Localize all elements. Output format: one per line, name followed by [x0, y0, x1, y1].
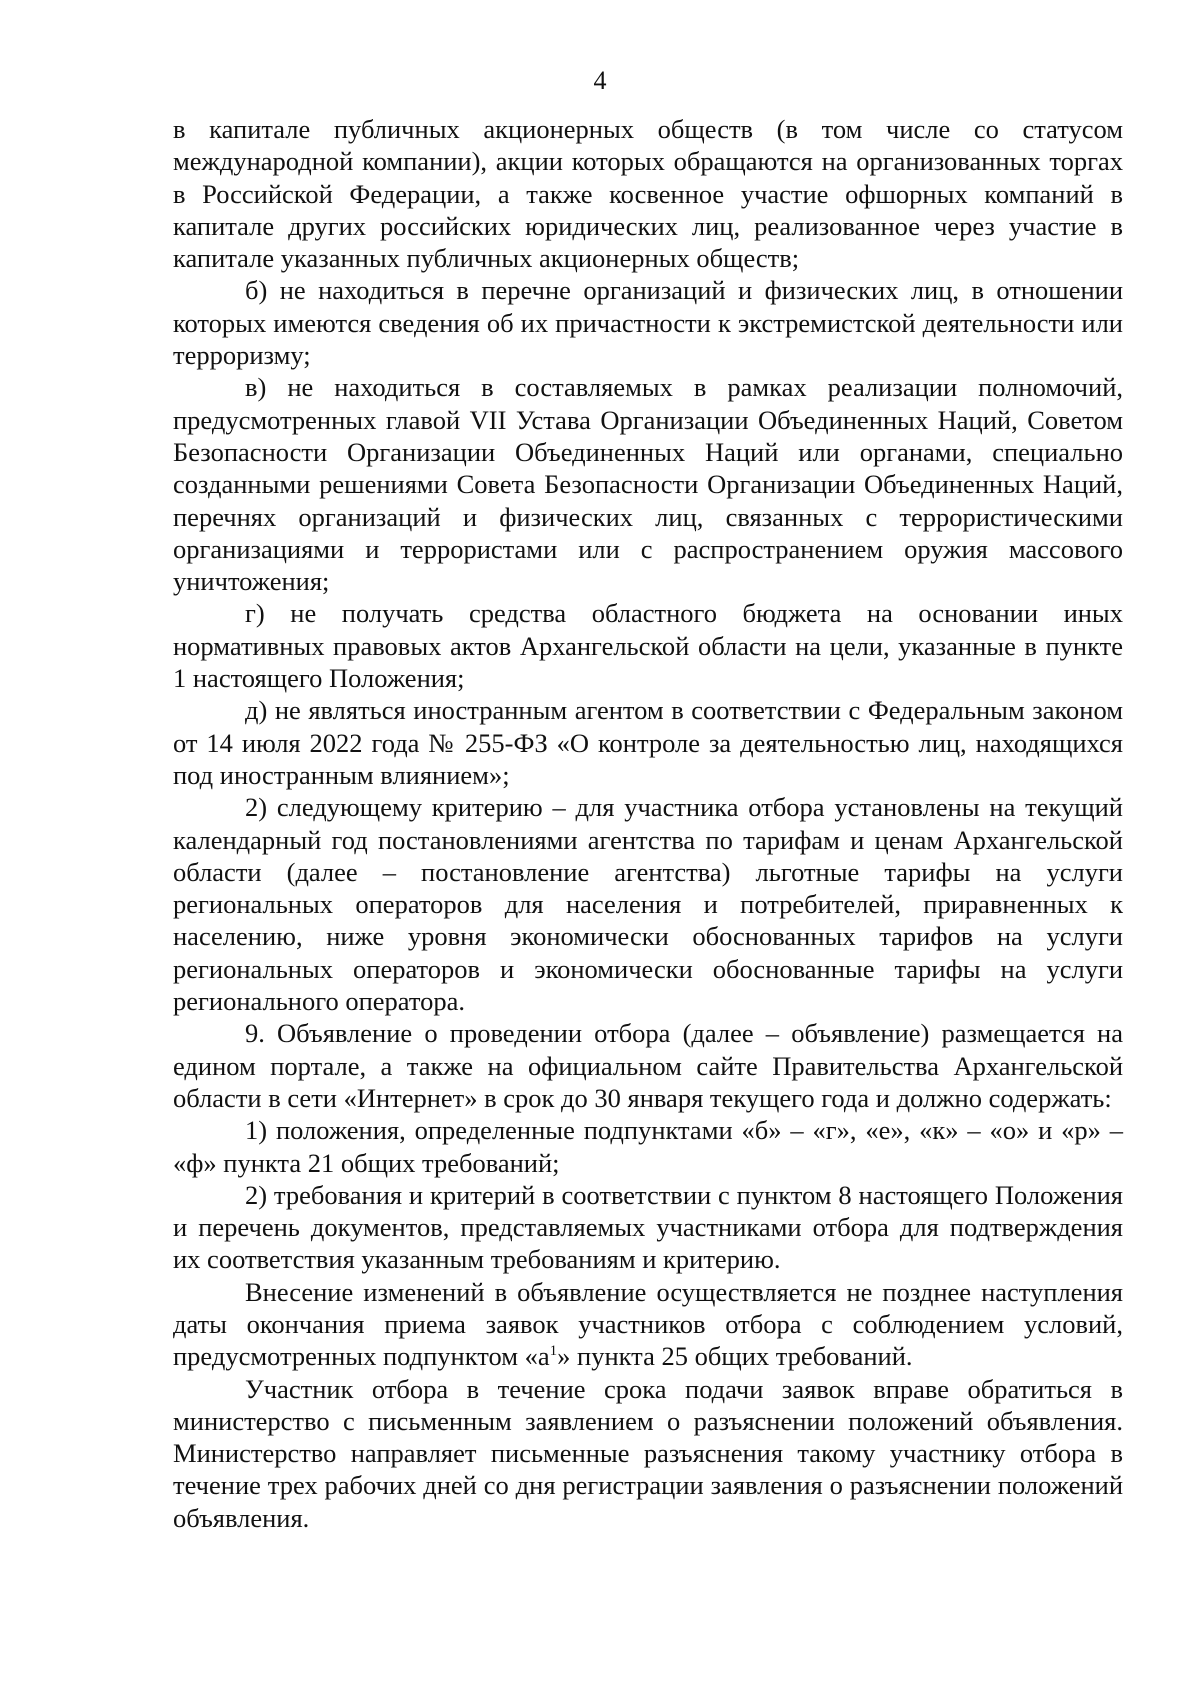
paragraph-item-d: д) не являться иностранным агентом в соответствии с Федеральным законом от 14 июля 2022 года № 255-ФЗ «О контроле за деятельностью лиц, находящихся под иностранным влиянием»;	[173, 695, 1123, 790]
superscript-marker: 1	[549, 1343, 558, 1360]
amendments-text-after: » пункта 25 общих требований.	[557, 1341, 913, 1372]
paragraph-clarification: Участник отбора в течение срока подачи заявок вправе обратиться в министерство с письменным заявлением о разъяснении положений объявления. Министерство направляет письменные разъяснения такому участнику отбора в течение трех рабочих дней со дня регистрации заявления о разъяснении положений объявления.	[173, 1373, 1123, 1533]
amendments-text-before: Внесение изменений в объявление осуществляется не позднее наступления даты окончания приема заявок участников отбора с соблюдением условий, предусмотренных подпунктом «а	[173, 1276, 1123, 1372]
paragraph-item-g: г) не получать средства областного бюджета на основании иных нормативных правовых актов Архангельской области на цели, указанные в пункте 1 настоящего Положения;	[173, 598, 1123, 694]
page-number: 4	[593, 66, 607, 95]
document-body	[173, 113, 1123, 1534]
paragraph-continuation: в капитале публичных акционерных обществ (в том числе со статусом международной компании), акции которых обращаются на организованных торгах в Российской Федерации, а также косвенное участие офшорных компаний в капитале других российских юридических лиц, реализованное через участие в капитале указанных публичных акционерных обществ;	[173, 114, 1123, 274]
paragraph-section-9: 9. Объявление о проведении отбора (далее – объявление) размещается на едином портале, а также на официальном сайте Правительства Архангельской области в сети «Интернет» в срок до 30 января текущего года и должно содержать:	[173, 1018, 1123, 1113]
paragraph-item-b: б) не находиться в перечне организаций и физических лиц, в отношении которых имеются сведения об их причастности к экстремистской деятельности или терроризму;	[173, 275, 1123, 371]
paragraph-section-9-item-1: 1) положения, определенные подпунктами «б» – «г», «е», «к» – «о» и «р» – «ф» пункта 21 общих требований;	[173, 1115, 1123, 1178]
paragraph-amendments	[173, 1276, 1123, 1373]
paragraph-section-9-item-2: 2) требования и критерий в соответствии с пунктом 8 настоящего Положения и перечень документов, представляемых участниками отбора для подтверждения их соответствия указанным требованиям и критерию.	[173, 1179, 1123, 1275]
paragraph-criterion-2: 2) следующему критерию – для участника отбора установлены на текущий календарный год постановлениями агентства по тарифам и ценам Архангельской области (далее – постановление агентства) льготные тарифы на услуги региональных операторов для населения и потребителей, приравненных к населению, ниже уровня экономически обоснованных тарифов на услуги региональных операторов и экономически обоснованные тарифы на услуги регионального оператора.	[173, 792, 1123, 1017]
paragraph-item-v: в) не находиться в составляемых в рамках реализации полномочий, предусмотренных главой VII Устава Организации Объединенных Наций, Советом Безопасности Организации Объединенных Наций или органами, специально созданными решениями Совета Безопасности Организации Объединенных Наций, перечнях организаций и физических лиц, связанных с террористическими организациями и террористами или с распространением оружия массового уничтожения;	[173, 372, 1123, 597]
